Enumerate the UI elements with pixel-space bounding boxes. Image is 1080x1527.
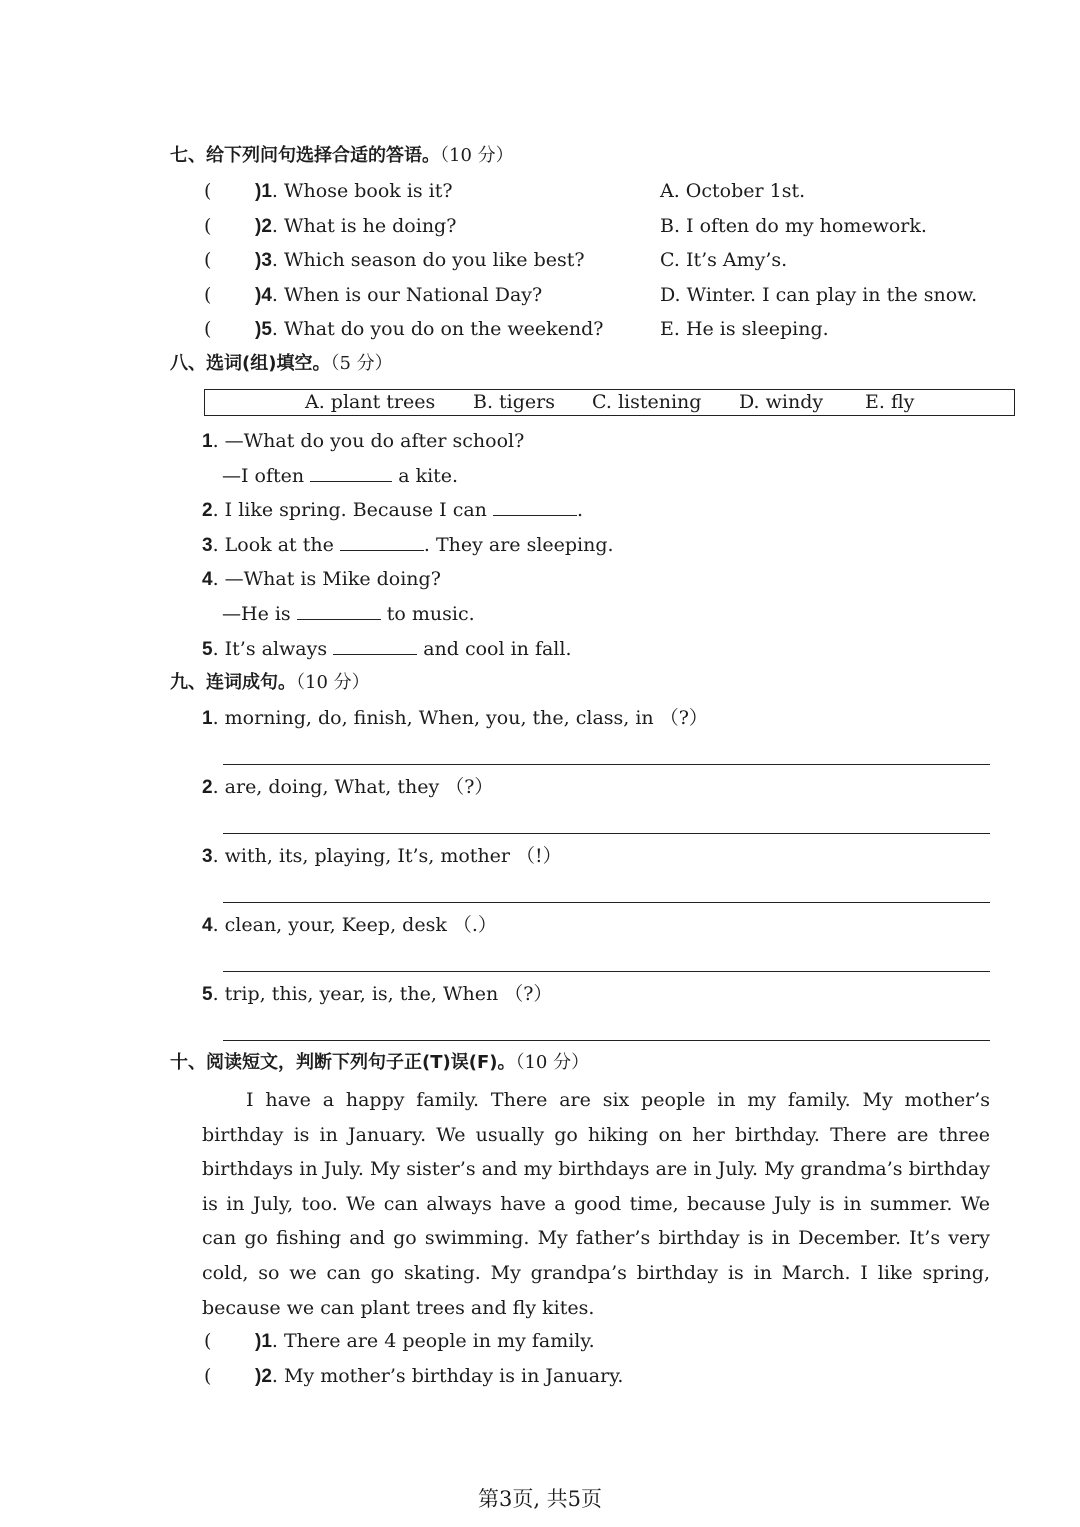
tf-1-paren[interactable]: (: [204, 1330, 212, 1352]
word-b: B. tigers: [473, 391, 555, 413]
order-item-1: [202, 705, 708, 732]
tf-2-text: . My mother’s birthday is in January.: [271, 1365, 624, 1387]
word-e: E. fly: [865, 391, 915, 413]
fill-3-num: 3: [202, 535, 213, 556]
tf-2-num: )2: [255, 1366, 272, 1387]
answer-line-2[interactable]: [223, 833, 990, 834]
fill-3-text: . Look at the: [212, 534, 340, 556]
section9-points: （10 分）: [296, 672, 370, 693]
reading-passage: [202, 1083, 990, 1325]
fill-2-tail: .: [576, 499, 583, 521]
order-5-num: 5: [202, 984, 213, 1005]
section7-points: （10 分）: [440, 145, 514, 166]
option-b: B. I often do my homework.: [660, 215, 927, 237]
section10-points: （10 分）: [515, 1052, 590, 1073]
order-3-text: . with, its, playing, It’s, mother （!）: [212, 845, 562, 867]
section9-title: 九、连词成句。: [170, 672, 296, 693]
order-3-num: 3: [202, 846, 213, 867]
order-4-text: . clean, your, Keep, desk （.）: [212, 914, 497, 936]
q7-5: [255, 316, 603, 343]
q7-1-paren[interactable]: (: [204, 180, 212, 202]
q7-4-text: . When is our National Day?: [271, 284, 543, 306]
answer-line-1[interactable]: [223, 764, 990, 765]
fill-item-4: [202, 566, 441, 593]
q7-2: [255, 213, 456, 240]
answer-line-4[interactable]: [223, 971, 990, 972]
q7-2-num: )2: [255, 216, 272, 237]
q7-1-num: )1: [255, 181, 272, 202]
option-c: C. It’s Amy’s.: [660, 249, 788, 271]
order-1-num: 1: [202, 708, 213, 729]
order-item-3: [202, 843, 562, 870]
order-item-4: [202, 912, 497, 939]
order-item-2: [202, 774, 493, 801]
fill-item-2: [202, 497, 583, 524]
order-1-text: . morning, do, finish, When, you, the, class, in （?）: [212, 707, 708, 729]
q7-2-text: . What is he doing?: [271, 215, 457, 237]
fill-item-1: [202, 428, 524, 455]
word-d: D. windy: [739, 391, 824, 413]
order-4-num: 4: [202, 915, 213, 936]
section7-title: 七、给下列问句选择合适的答语。: [170, 145, 440, 166]
fill-4b-text: —He is: [222, 603, 297, 625]
fill-2-num: 2: [202, 500, 213, 521]
q7-4-paren[interactable]: (: [204, 284, 212, 306]
tf-2-paren[interactable]: (: [204, 1365, 212, 1387]
word-bank-box: [204, 389, 1015, 416]
section8-title: 八、选词(组)填空。: [170, 353, 331, 374]
section7-heading: [170, 143, 514, 169]
option-e: E. He is sleeping.: [660, 318, 829, 340]
q7-3-paren[interactable]: (: [204, 249, 212, 271]
fill-blank-5[interactable]: [333, 636, 417, 655]
tf-1-text: . There are 4 people in my family.: [271, 1330, 595, 1352]
q7-4-num: )4: [255, 285, 272, 306]
fill-5-text: . It’s always: [212, 638, 334, 660]
section10-title: 十、阅读短文，判断下列句子正(T)误(F)。: [170, 1052, 516, 1073]
order-item-5: [202, 981, 552, 1008]
fill-1b-tail: a kite.: [392, 465, 459, 487]
answer-line-3[interactable]: [223, 902, 990, 903]
q7-1-text: . Whose book is it?: [271, 180, 453, 202]
q7-3: [255, 247, 585, 274]
page-footer: 第3页, 共5页: [477, 1487, 603, 1511]
fill-3-tail: . They are sleeping.: [423, 534, 614, 556]
fill-1-num: 1: [202, 431, 213, 452]
fill-blank-4[interactable]: [297, 601, 381, 620]
q7-2-paren[interactable]: (: [204, 215, 212, 237]
answer-line-5[interactable]: [223, 1040, 990, 1041]
fill-item-1-answer: [222, 463, 458, 489]
passage-text: I have a happy family. There are six people in my family. My mother’s birthday is in January. We usually go hiking on her birthday. There are three birthdays in July. My sister’s and my birthdays are in July. My grandma’s birthday is in July, too. We can always have a good time, because July is in summer. We can go fishing and go swimming. My father’s birthday is in December. It’s very cold, so we can go skating. My grandpa’s birthday is in March. I like spring, because we can plant trees and fly kites.: [202, 1089, 990, 1319]
q7-3-text: . Which season do you like best?: [271, 249, 585, 271]
fill-1-text: . —What do you do after school?: [212, 430, 525, 452]
q7-5-num: )5: [255, 319, 272, 340]
q7-3-num: )3: [255, 250, 272, 271]
section8-heading: [170, 351, 393, 377]
q7-5-text: . What do you do on the weekend?: [271, 318, 604, 340]
fill-4-text: . —What is Mike doing?: [212, 568, 441, 590]
order-2-num: 2: [202, 777, 213, 798]
tf-2: [255, 1363, 623, 1390]
fill-blank-1[interactable]: [310, 463, 392, 482]
section9-heading: [170, 670, 370, 696]
word-a: A. plant trees: [305, 391, 436, 413]
fill-1b-text: —I often: [222, 465, 311, 487]
fill-item-3: [202, 532, 614, 559]
section8-points: （5 分）: [330, 353, 393, 374]
fill-item-4-answer: [222, 601, 475, 627]
q7-5-paren[interactable]: (: [204, 318, 212, 340]
option-a: A. October 1st.: [660, 180, 806, 202]
order-5-text: . trip, this, year, is, the, When （?）: [212, 983, 553, 1005]
section10-heading: [170, 1050, 589, 1076]
fill-4-num: 4: [202, 569, 213, 590]
tf-1: [255, 1328, 595, 1355]
fill-blank-2[interactable]: [493, 497, 577, 516]
fill-5-num: 5: [202, 639, 213, 660]
order-2-text: . are, doing, What, they （?）: [212, 776, 494, 798]
fill-2-text: . I like spring. Because I can: [212, 499, 493, 521]
q7-1: [255, 178, 453, 205]
word-c: C. listening: [592, 391, 702, 413]
fill-item-5: [202, 636, 572, 663]
fill-blank-3[interactable]: [340, 532, 424, 551]
tf-1-num: )1: [255, 1331, 272, 1352]
fill-4b-tail: to music.: [380, 603, 475, 625]
option-d: D. Winter. I can play in the snow.: [660, 284, 978, 306]
q7-4: [255, 282, 542, 309]
fill-5-tail: and cool in fall.: [417, 638, 572, 660]
